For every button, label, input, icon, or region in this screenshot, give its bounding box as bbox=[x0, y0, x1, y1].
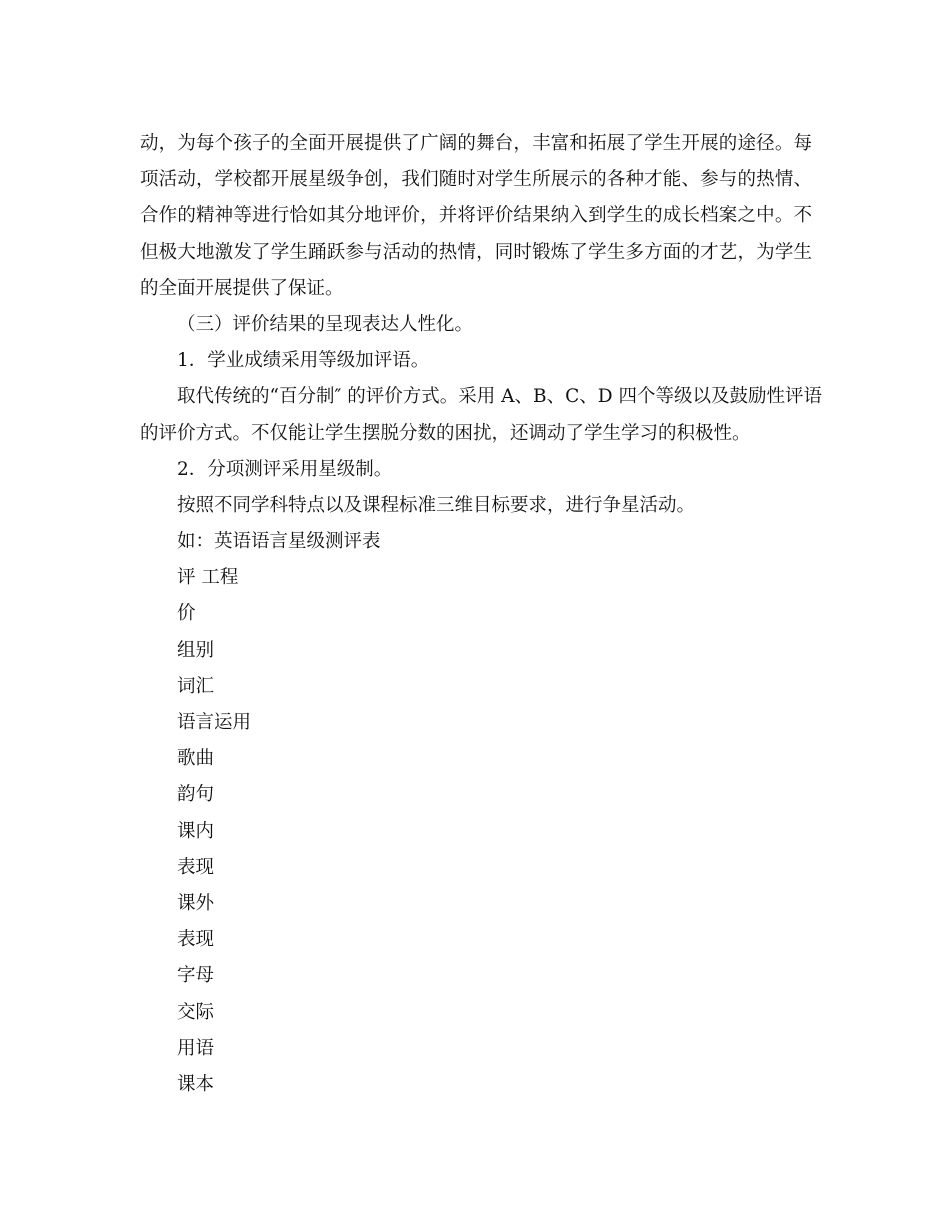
paragraph-line: 的全面开展提供了保证。 bbox=[140, 277, 344, 299]
table-fragment: 课本 bbox=[177, 1073, 215, 1095]
table-caption: 如：英语语言星级测评表 bbox=[177, 531, 381, 553]
paragraph-line: 动，为每个孩子的全面开展提供了广阔的舞台，丰富和拓展了学生开展的途径。每 bbox=[140, 133, 812, 154]
item-1-heading: 1．学业成绩采用等级加评语。 bbox=[177, 350, 430, 372]
section-heading: （三）评价结果的呈现表达人性化。 bbox=[177, 313, 474, 335]
item-2-body: 按照不同学科特点以及课程标准三维目标要求，进行争星活动。 bbox=[177, 494, 696, 516]
table-fragment: 词汇 bbox=[177, 675, 215, 697]
paragraph-line: 合作的精神等进行恰如其分地评价，并将评价结果纳入到学生的成长档案之中。不 bbox=[140, 205, 812, 227]
table-fragment: 交际 bbox=[177, 1001, 215, 1023]
document-body bbox=[140, 126, 822, 1103]
table-fragment: 语言运用 bbox=[177, 712, 252, 733]
paragraph-line: 但极大地激发了学生踊跃参与活动的热情，同时锻炼了学生多方面的才艺，为学生 bbox=[140, 241, 812, 263]
table-fragment: 课外 bbox=[177, 892, 215, 914]
table-fragment: 组别 bbox=[177, 639, 215, 661]
table-fragment: 韵句 bbox=[177, 784, 215, 806]
table-fragment: 课内 bbox=[177, 820, 215, 842]
table-fragment: 表现 bbox=[177, 856, 215, 878]
item-2-heading: 2．分项测评采用星级制。 bbox=[177, 458, 393, 480]
table-fragment: 用语 bbox=[177, 1037, 215, 1059]
table-fragment: 表现 bbox=[177, 929, 215, 951]
table-fragment: 评 工程 bbox=[177, 567, 239, 589]
table-fragment: 价 bbox=[177, 603, 196, 625]
item-1-line: 的评价方式。不仅能让学生摆脱分数的困扰，还调动了学生学习的积极性。 bbox=[140, 422, 751, 444]
paragraph-line: 项活动，学校都开展星级争创，我们随时对学生所展示的各种才能、参与的热情、 bbox=[140, 169, 812, 191]
table-fragment: 歌曲 bbox=[177, 748, 215, 770]
item-1-line: 取代传统的“百分制″ 的评价方式。采用 A、B、C、D 四个等级以及鼓励性评语 bbox=[177, 386, 822, 408]
table-fragment: 字母 bbox=[177, 965, 215, 987]
